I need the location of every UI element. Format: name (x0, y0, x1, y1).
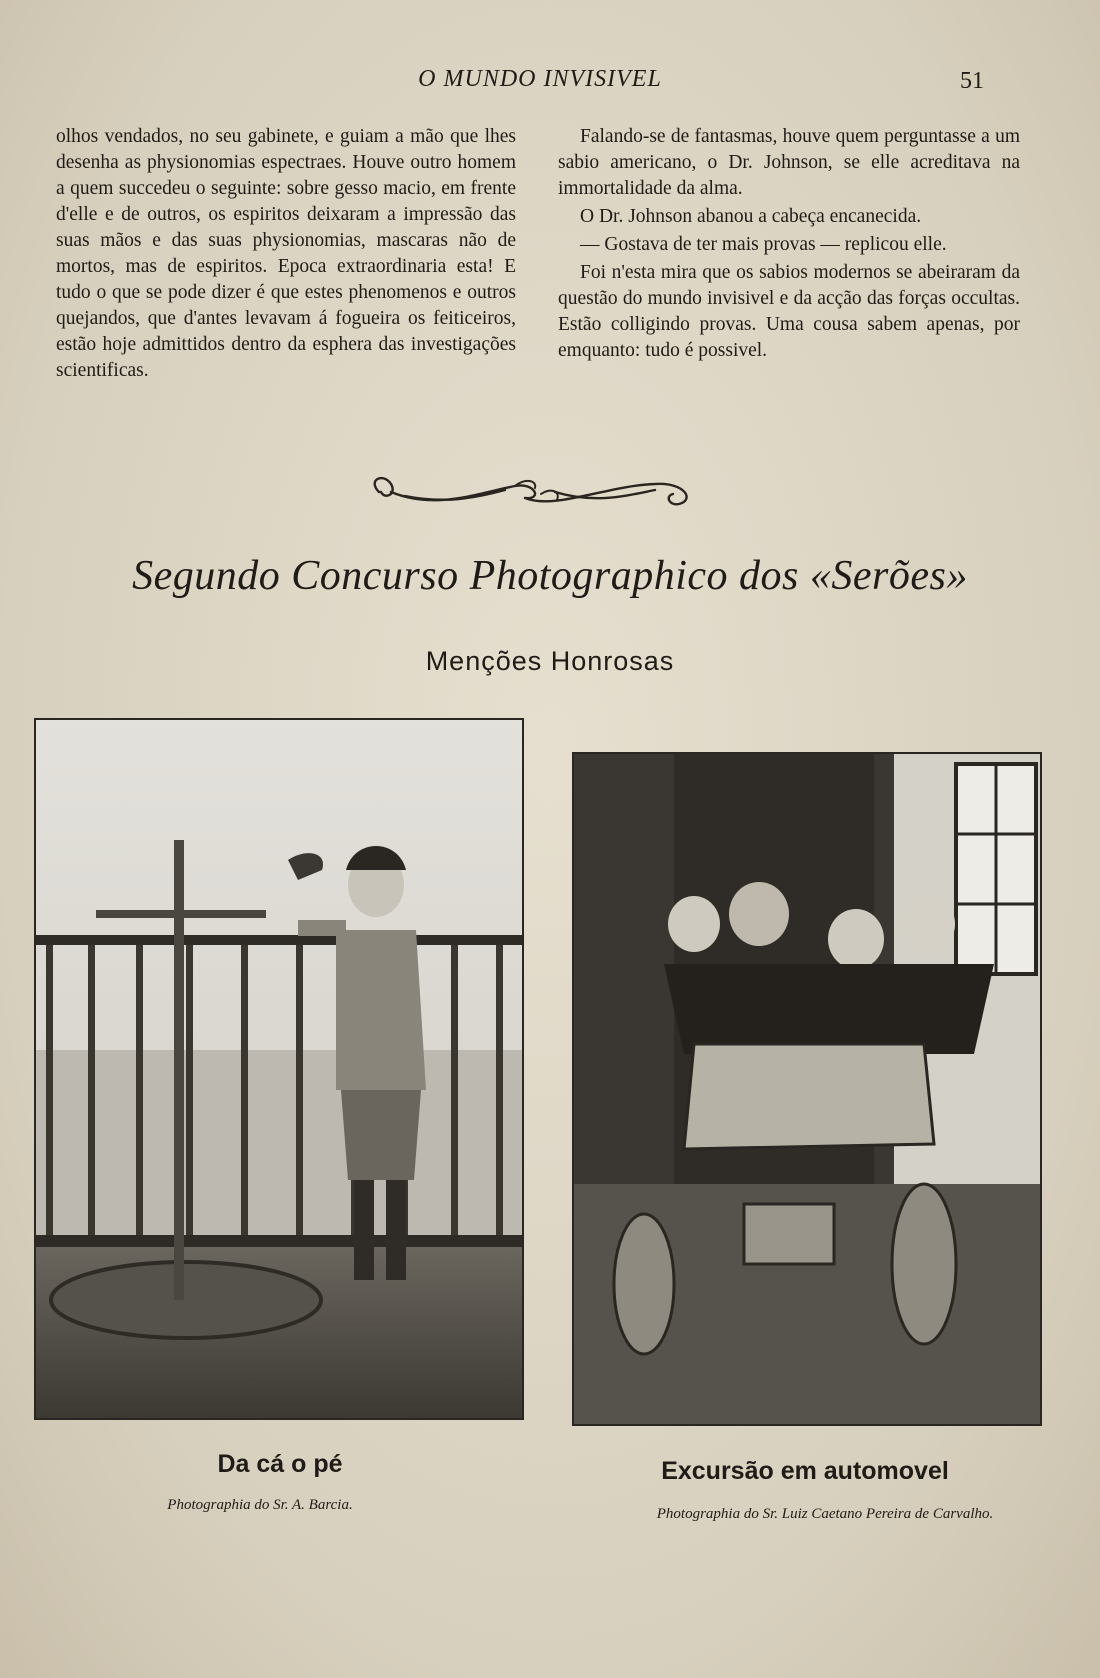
photo-caption: Excursão em automovel (661, 1457, 949, 1485)
article-right-column (558, 124, 1020, 364)
page-number: 51 (960, 68, 984, 94)
photo-boy-with-parrot (36, 720, 522, 1418)
running-header-title: O MUNDO INVISIVEL (418, 66, 662, 92)
article-paragraph: — Gostava de ter mais provas — replicou elle. (580, 234, 947, 255)
photo-credit: Photographia do Sr. Luiz Caetano Pereira de Carvalho. (656, 1506, 994, 1522)
article-paragraph: Foi n'esta mira que os sabios modernos se abeiraram da questão do mundo invisivel e da acção das forças occultas. Estão colligindo provas. Uma cousa sabem apenas, por emquanto: tudo é possivel. (558, 262, 1020, 361)
contest-subtitle: Menções Honrosas (425, 646, 675, 676)
contest-title: Segundo Concurso Photographico dos «Serões» (132, 553, 968, 599)
photo-credit: Photographia do Sr. A. Barcia. (167, 1497, 353, 1513)
article-left-column (56, 124, 516, 384)
decorative-scroll-ornament (365, 470, 700, 514)
article-paragraph: Falando-se de fantasmas, houve quem perguntasse a um sabio americano, o Dr. Johnson, se elle acreditava na immortalidade da alma. (558, 126, 1020, 199)
article-paragraph: olhos vendados, no seu gabinete, e guiam a mão que lhes desenha as physionomias espectraes. Houve outro homem a quem succedeu o seguinte: sobre gesso macio, em frente d'elle e de outros, os espiritos deixaram a impressão das suas mãos e das suas physionomias, mascaras não de mortos, mas de espiritos. Epoca extraordinaria esta! E tudo o que se pode dizer é que estes phenomenos e outros quejandos, que d'antes levavam á fogueira os feiticeiros, estão hoje admittidos dentro da esphera das investigações scientificas. (56, 126, 516, 381)
article-paragraph: O Dr. Johnson abanou a cabeça encanecida. (580, 206, 922, 227)
photo-children-in-toy-car (574, 754, 1040, 1424)
photo-caption: Da cá o pé (217, 1450, 343, 1478)
